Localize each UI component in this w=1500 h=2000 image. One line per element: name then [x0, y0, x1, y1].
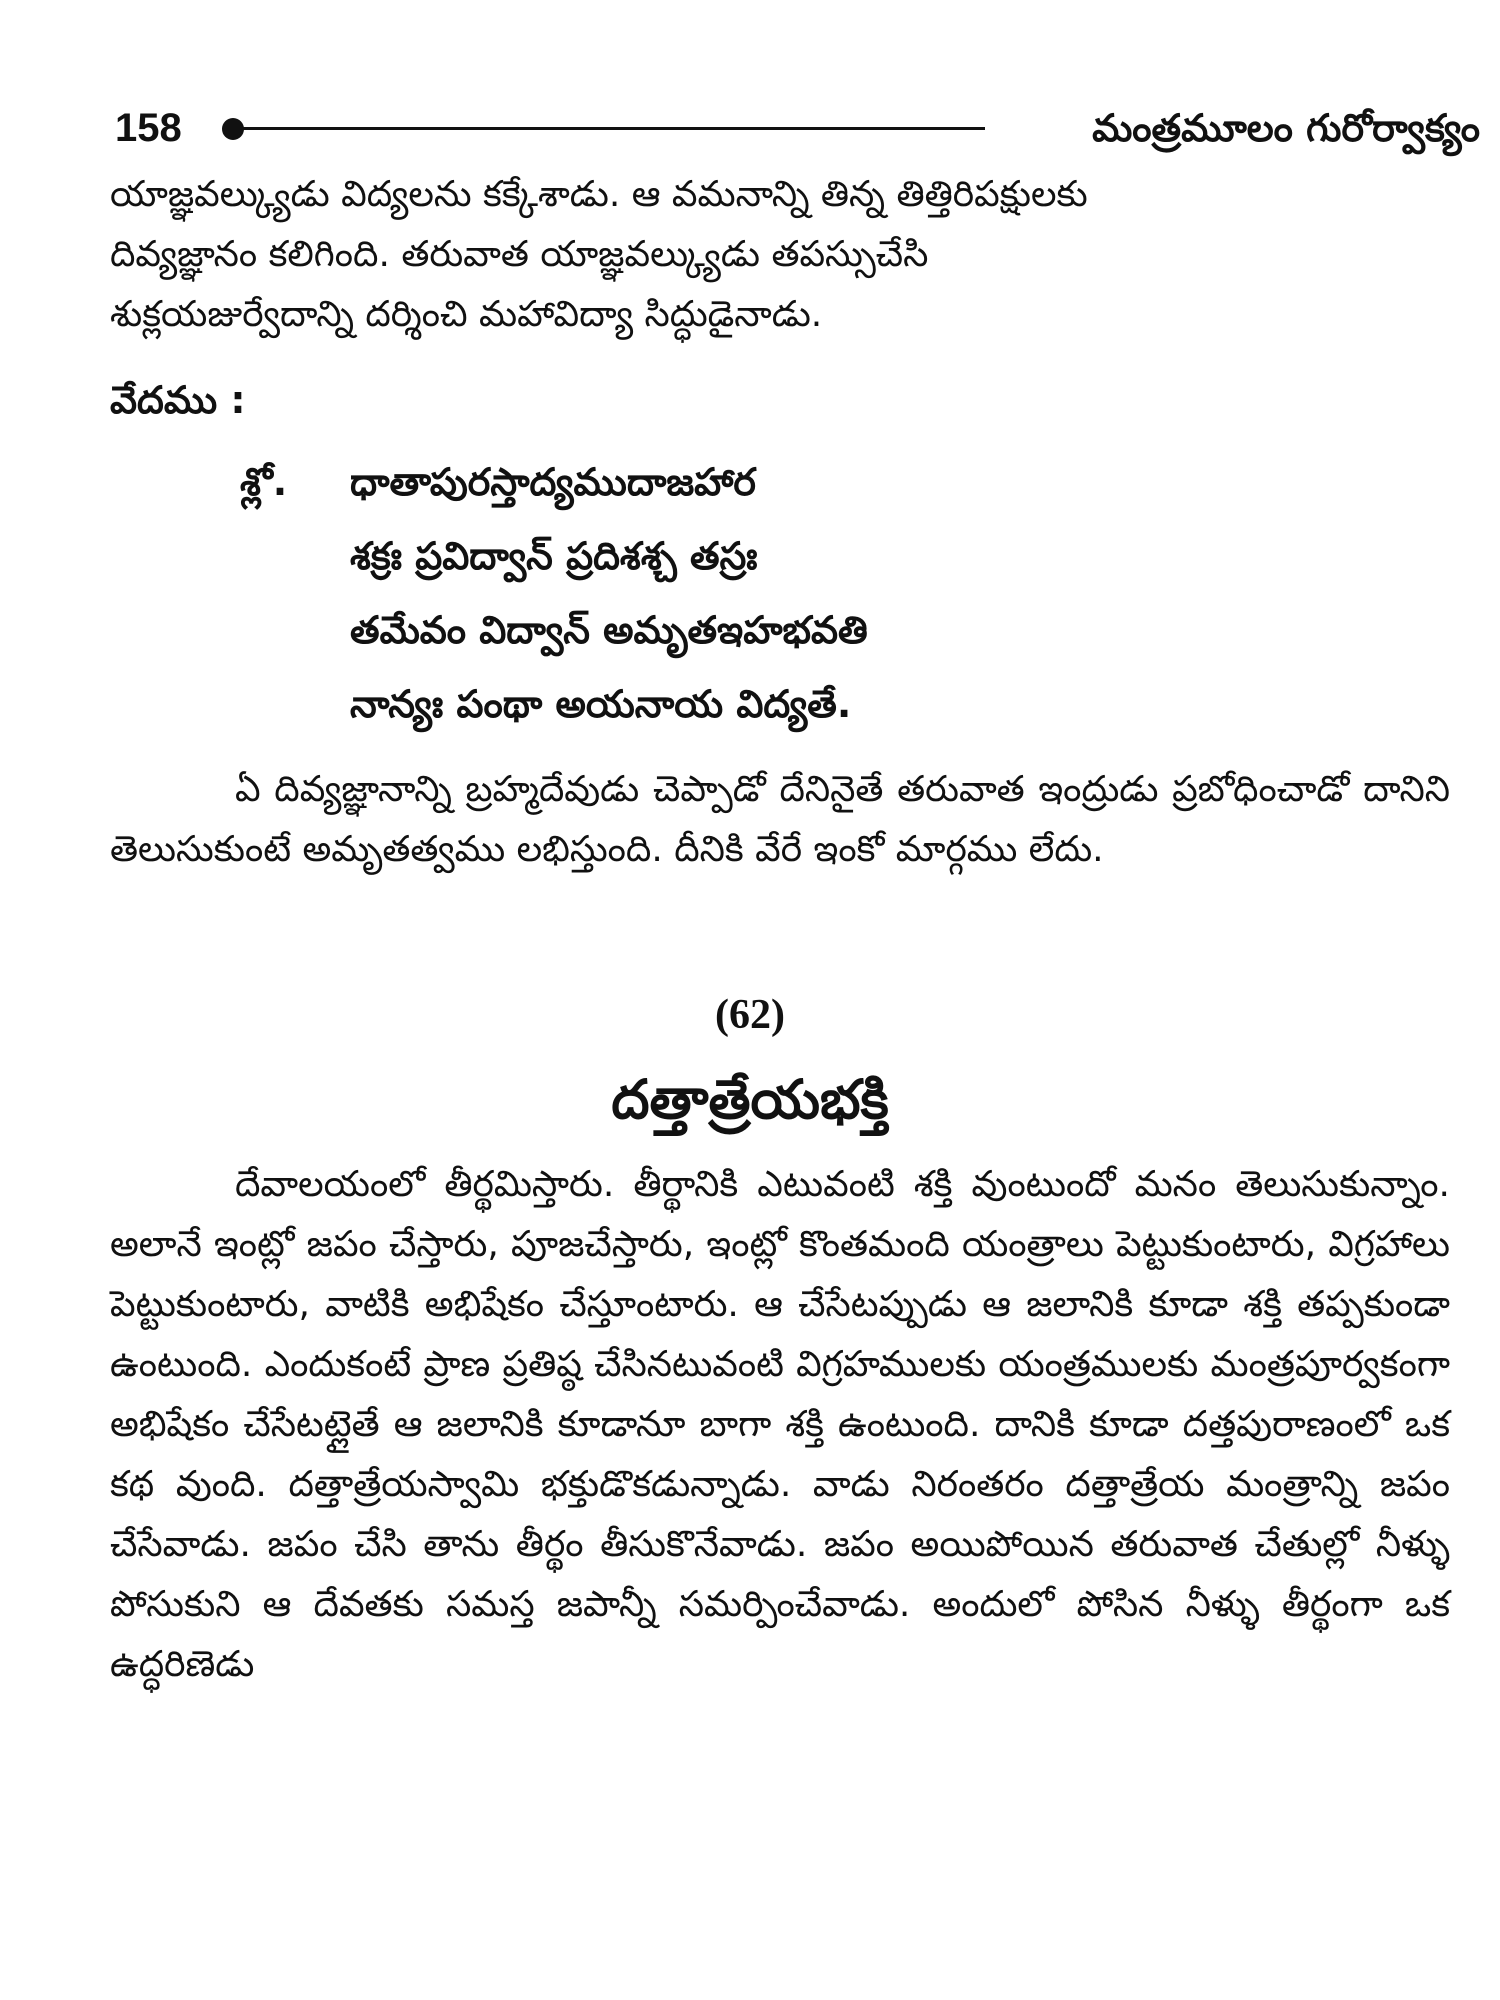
chapter-number: (62) — [715, 992, 785, 1038]
chapter-title: దత్తాత్రేయభక్తి — [611, 1068, 889, 1131]
paragraph-line: దివ్యజ్ఞానం కలిగింది. తరువాత యాజ్ఞవల్క్యుడు తపస్సుచేసి — [110, 234, 929, 275]
continued-paragraph — [110, 165, 1450, 345]
verse-line: నాన్యః పంథా అయనాయ విద్యతే. — [350, 682, 852, 726]
chapter-body: దేవాలయంలో తీర్థమిస్తారు. తీర్థానికి ఎటువంటి శక్తి వుంటుందో మనం తెలుసుకున్నాం. అలానే ఇంట్లో జపం చేస్తారు, పూజచేస్తారు, ఇంట్లో కొంతమంది యంత్రాలు పెట్టుకుంటారు, విగ్రహాలు పెట్టుకుంటారు, వాటికి అభిషేకం చేస్తూంటారు. ఆ చేసేటప్పుడు ఆ జలానికి కూడా శక్తి తప్పకుండా ఉంటుంది. ఎందుకంటే ప్రాణ ప్రతిష్ఠ చేసినటువంటి విగ్రహములకు యంత్రములకు మంత్రపూర్వకంగా అభిషేకం చేసేటట్లైతే ఆ జలానికి కూడానూ బాగా శక్తి ఉంటుంది. దానికి కూడా దత్తపురాణంలో ఒక కథ వుంది. దత్తాత్రేయస్వామి భక్తుడొకడున్నాడు. వాడు నిరంతరం దత్తాత్రేయ మంత్రాన్ని జపం చేసేవాడు. జపం చేసి తాను తీర్థం తీసుకొనేవాడు. జపం అయిపోయిన తరువాత చేతుల్లో నీళ్ళు పోసుకుని ఆ దేవతకు సమస్త జపాన్నీ సమర్పించేవాడు. అందులో పోసిన నీళ్ళు తీర్థంగా ఒక ఉద్ధరిణెడు — [110, 1164, 1450, 1685]
paragraph-line: యాజ్ఞవల్క్యుడు విద్యలను కక్కేశాడు. ఆ వమనాన్ని తిన్న తిత్తిరిపక్షులకు — [110, 174, 1088, 215]
sloka-verse — [240, 445, 1340, 741]
sloka-marker: శ్లో. — [240, 460, 288, 504]
verse-line: శక్రః ప్రవిద్వాన్ ప్రదిశశ్చ తస్రః — [350, 534, 758, 578]
page-header — [110, 100, 1480, 160]
verse-line: తమేవం విద్వాన్ అమృతఇహభవతి — [350, 608, 868, 652]
verse-line: శ్లో. ధాతాపురస్తాద్యముదాజహార — [240, 445, 1340, 519]
veda-label: వేదము : — [110, 378, 246, 422]
running-title: మంత్రమూలం గురోర్వాక్యం — [1092, 106, 1480, 150]
header-rule — [240, 127, 985, 130]
page-number: 158 — [115, 106, 182, 150]
verse-explanation: ఏ దివ్యజ్ఞానాన్ని బ్రహ్మదేవుడు చెప్పాడో దేనినైతే తరువాత ఇంద్రుడు ప్రబోధించాడో దానిని తెలుసుకుంటే అమృతత్వము లభిస్తుంది. దీనికి వేరే ఇంకో మార్గము లేదు. — [110, 769, 1450, 870]
paragraph-line: శుక్లయజుర్వేదాన్ని దర్శించి మహావిద్యా సిద్ధుడైనాడు. — [110, 294, 823, 335]
